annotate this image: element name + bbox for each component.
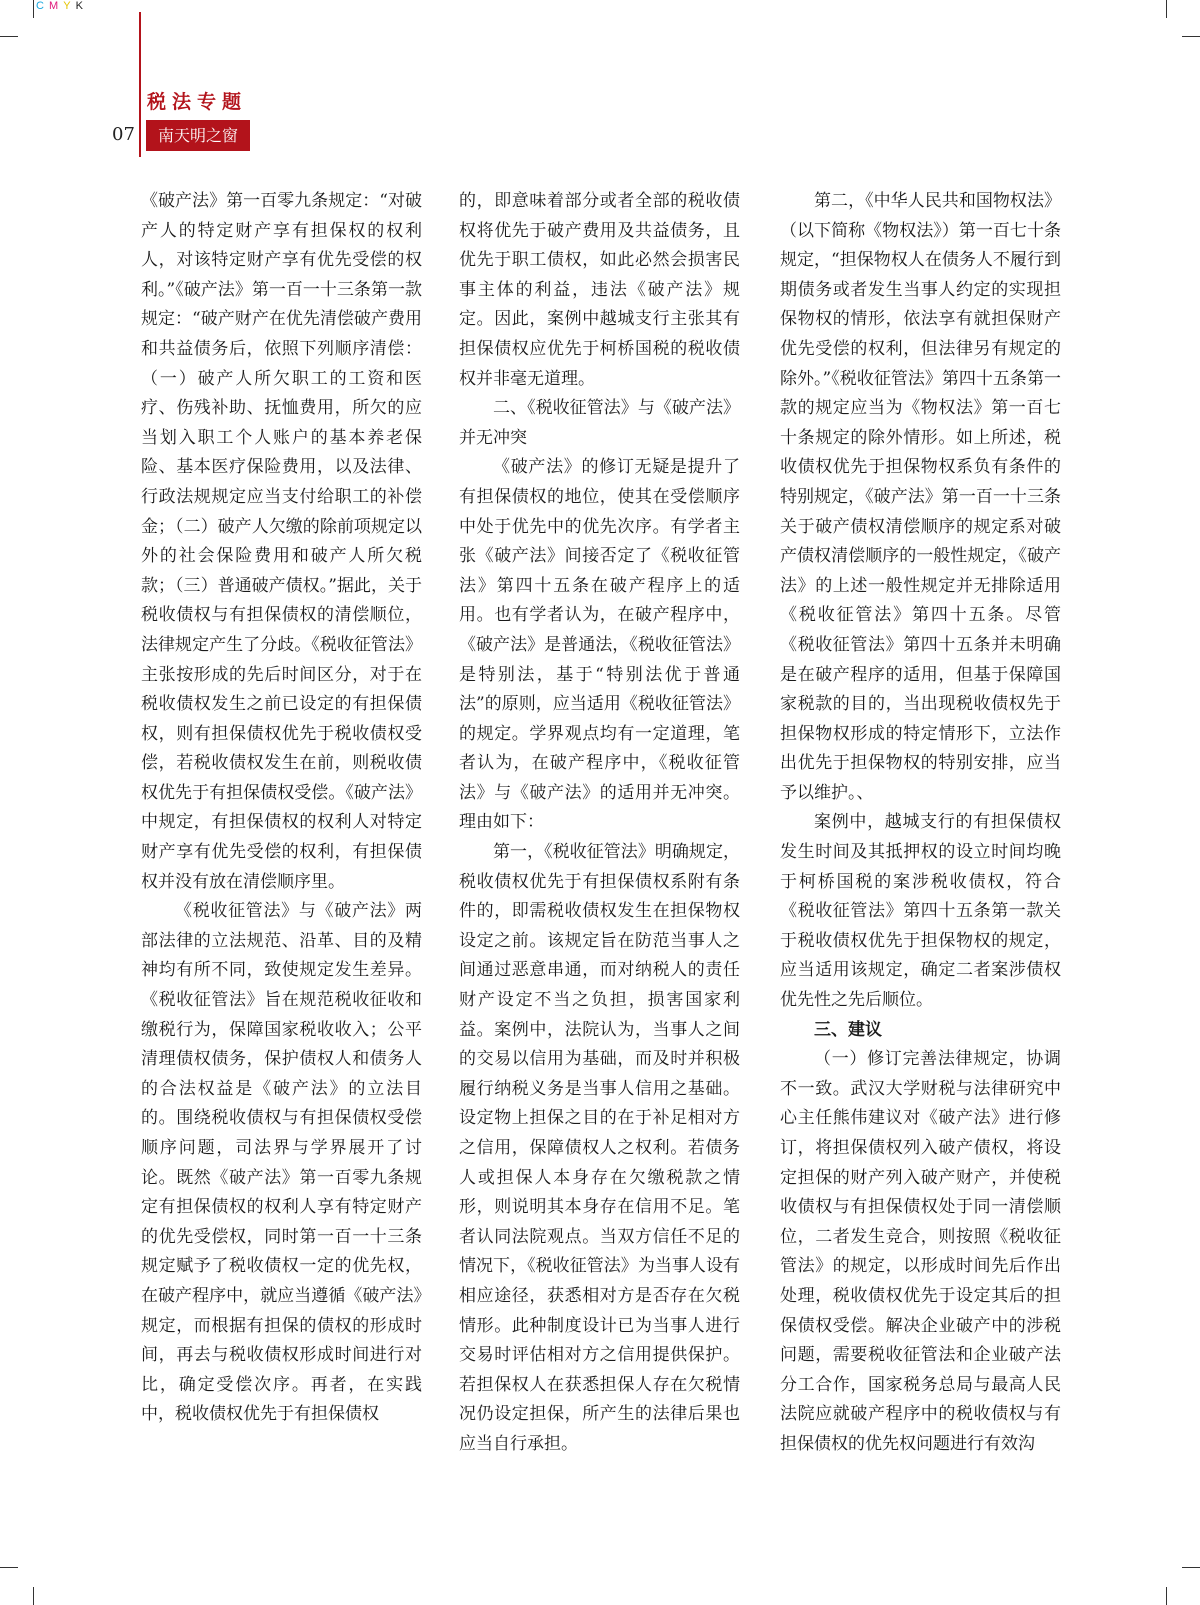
text-column-2 <box>459 187 740 1460</box>
crop-mark-br-h <box>1182 1567 1200 1568</box>
text-column-3 <box>780 187 1061 1460</box>
crop-mark-tl-h <box>0 36 18 37</box>
paragraph: 案例中，越城支行的有担保债权发生时间及其抵押权的设立时间均晚于柯桥国税的案涉税收债权，符合《税收征管法》第四十五条第一款关于税收债权优先于担保物权的规定，应当适用该规定，确定二者案涉债权优先性之先后顺位。 <box>780 812 1061 1011</box>
cmyk-registration-label <box>36 0 84 12</box>
paragraph: 三、建议 <box>814 1019 882 1040</box>
crop-mark-bl-h <box>0 1567 18 1568</box>
crop-mark-tl-v <box>33 0 34 18</box>
header-red-rule <box>139 12 141 157</box>
paragraph: 《破产法》第一百零九条规定：“对破产人的特定财产享有担保权的权利人，对该特定财产享有优先受偿的权利。”《破产法》第一百一十三条第一款规定：“破产财产在优先清偿破产费用和共益债务后，依照下列顺序清偿：（一）破产人所欠职工的工资和医疗、伤残补助、抚恤费用，所欠的应当划入职工个人账户的基本养老保险、基本医疗保险费用，以及法律、行政法规规定应当支付给职工的补偿金；（二）破产人欠缴的除前项规定以外的社会保险费用和破产人所欠税款；（三）普通破产债权。”据此，关于税收债权与有担保债权的清偿顺位，法律规定产生了分歧。《税收征管法》主张按形成的先后时间区分，对于在税收债权发生之前已设定的有担保债权，则有担保债权优先于税收债权受偿，若税收债权发生在前，则税收债权优先于有担保债权受偿。《破产法》中规定，有担保债权的权利人对特定财产享有优先受偿的权利，有担保债权并没有放在清偿顺序里。 <box>141 191 422 892</box>
paragraph: 二、《税收征管法》与《破产法》并无冲突 <box>459 398 740 448</box>
paragraph: 的，即意味着部分或者全部的税收债权将优先于破产费用及共益债务，且优先于职工债权，如此必然会损害民事主体的利益，违法《破产法》规定。因此，案例中越城支行主张其有担保债权应优先于柯桥国税的税收债权并非毫无道理。 <box>459 191 740 389</box>
cmyk-y: Y <box>63 0 72 12</box>
paragraph: 《税收征管法》与《破产法》两部法律的立法规范、沿革、目的及精神均有所不同，致使规定发生差异。《税收征管法》旨在规范税收征收和缴税行为，保障国家税收收入；公平清理债权债务，保护债权人和债务人的合法权益是《破产法》的立法目的。围绕税收债权与有担保债权受偿顺序问题，司法界与学界展开了讨论。既然《破产法》第一百零九条规定有担保债权的权利人享有特定财产的优先受偿权，同时第一百一十三条规定赋予了税收债权一定的优先权，在破产程序中，就应当遵循《破产法》规定，而根据有担保的债权的形成时间，再去与税收债权形成时间进行对比，确定受偿次序。再者，在实践中，税收债权优先于有担保债权 <box>141 901 422 1425</box>
column-name-badge: 南天明之窗 <box>146 120 250 151</box>
text-column-1 <box>141 187 422 1430</box>
paragraph: （一）修订完善法律规定，协调不一致。武汉大学财税与法律研究中心主任熊伟建议对《破产法》进行修订，将担保债权列入破产债权，将设定担保的财产列入破产财产，并使税收债权与有担保债权处于同一清偿顺位，二者发生竞合，则按照《税收征管法》的规定，以形成时间先后作出处理，税收债权优先于设定其后的担保债权受偿。解决企业破产中的涉税问题，需要税收征管法和企业破产法分工合作，国家税务总局与最高人民法院应就破产程序中的税收债权与有担保债权的优先权问题进行有效沟 <box>780 1049 1061 1454</box>
crop-mark-br-v <box>1166 1587 1167 1605</box>
crop-mark-bl-v <box>33 1587 34 1605</box>
crop-mark-tr-v <box>1166 0 1167 18</box>
page-number: 07 <box>112 124 135 145</box>
crop-mark-tr-h <box>1182 36 1200 37</box>
cmyk-k: K <box>75 0 84 12</box>
paragraph: 《破产法》的修订无疑是提升了有担保债权的地位，使其在受偿顺序中处于优先中的优先次序。有学者主张《破产法》间接否定了《税收征管法》第四十五条在破产程序上的适用。也有学者认为，在破产程序中，《破产法》是普通法，《税收征管法》是特别法，基于“特别法优于普通法”的原则，应当适用《税收征管法》的规定。学界观点均有一定道理，笔者认为，在破产程序中，《税收征管法》与《破产法》的适用并无冲突。理由如下： <box>459 457 740 833</box>
cmyk-m: M <box>49 0 60 12</box>
paragraph: 第二，《中华人民共和国物权法》（以下简称《物权法》）第一百七十条规定，“担保物权人在债务人不履行到期债务或者发生当事人约定的实现担保物权的情形，依法享有就担保财产优先受偿的权利，但法律另有规定的除外。”《税收征管法》第四十五条第一款的规定应当为《物权法》第一百七十条规定的除外情形。如上所述，税收债权优先于担保物权系负有条件的特别规定，《破产法》第一百一十三条关于破产债权清偿顺序的规定系对破产债权清偿顺序的一般性规定，《破产法》的上述一般性规定并无排除适用《税收征管法》第四十五条。尽管《税收征管法》第四十五条并未明确是在破产程序的适用，但基于保障国家税款的目的，当出现税收债权先于担保物权形成的特定情形下，立法作出优先于担保物权的特别安排，应当予以维护。、 <box>780 191 1061 803</box>
cmyk-c: C <box>36 0 45 12</box>
paragraph: 第一，《税收征管法》明确规定，税收债权优先于有担保债权系附有条件的，即需税收债权发生在担保物权设定之前。该规定旨在防范当事人之间通过恶意串通，而对纳税人的责任财产设定不当之负担，损害国家利益。案例中，法院认为，当事人之间的交易以信用为基础，而及时并积极履行纳税义务是当事人信用之基础。设定物上担保之目的在于补足相对方之信用，保障债权人之权利。若债务人或担保人本身存在欠缴税款之情形，则说明其本身存在信用不足。笔者认同法院观点。当双方信任不足的情况下，《税收征管法》为当事人设有相应途径，获悉相对方是否存在欠税情形。此种制度设计已为当事人进行交易时评估相对方之信用提供保护。若担保权人在获悉担保人存在欠税情况仍设定担保，所产生的法律后果也应当自行承担。 <box>459 842 740 1454</box>
section-title: 税法专题 <box>147 91 248 113</box>
